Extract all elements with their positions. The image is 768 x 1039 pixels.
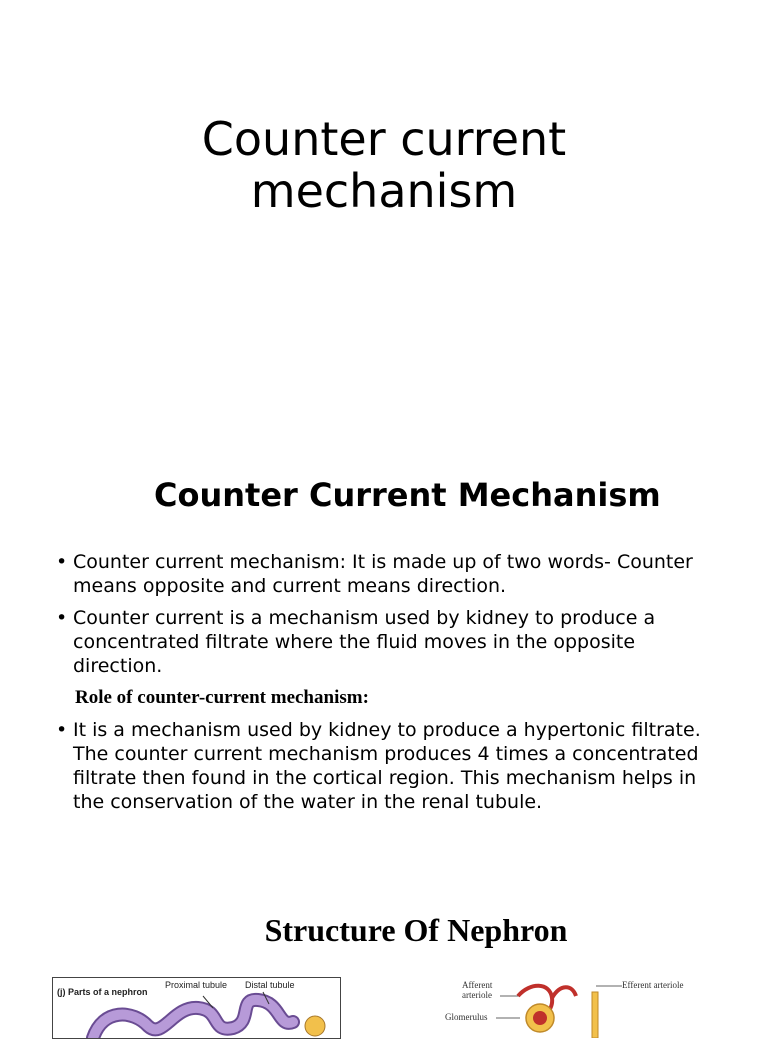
glomerulus-figure — [440, 978, 710, 1038]
nephron-parts-figure — [52, 977, 341, 1039]
content-slide — [0, 460, 768, 890]
bullet-list — [56, 550, 716, 822]
structure-slide — [0, 900, 768, 1024]
main-title — [0, 113, 768, 217]
label-proximal-tubule: Proximal tubule — [165, 980, 228, 990]
label-glomerulus: Glomerulus — [445, 1012, 488, 1022]
title-slide — [0, 0, 768, 440]
label-afferent: Afferent — [462, 980, 493, 990]
bullet-definition: • Counter current mechanism: It is made up of two words- Counter means opposite and current means direction. — [56, 550, 716, 598]
label-efferent-arteriole: Efferent arteriole — [622, 980, 684, 990]
content-heading: Counter Current Mechanism — [154, 476, 661, 514]
figure-caption: (j) Parts of a nephron — [57, 987, 148, 997]
label-arteriole: arteriole — [462, 990, 492, 1000]
bullet-role: • It is a mechanism used by kidney to produce a hypertonic filtrate. The counter current mechanism produces 4 times a concentrated filtrate then found in the cortical region. This mechanism helps in the conservation of the water in the renal tubule. — [56, 718, 716, 814]
label-distal-tubule: Distal tubule — [245, 980, 295, 990]
role-heading: Role of counter-current mechanism: — [75, 687, 369, 708]
structure-heading: Structure Of Nephron — [264, 912, 568, 948]
main-title-line-1: Counter current — [201, 112, 567, 166]
nephron-tubule-illustration — [53, 978, 340, 1038]
bullet-purpose: • Counter current is a mechanism used by kidney to produce a concentrated filtrate where the fluid moves in the opposite direction. — [56, 606, 716, 678]
main-title-line-2: mechanism — [250, 164, 518, 218]
